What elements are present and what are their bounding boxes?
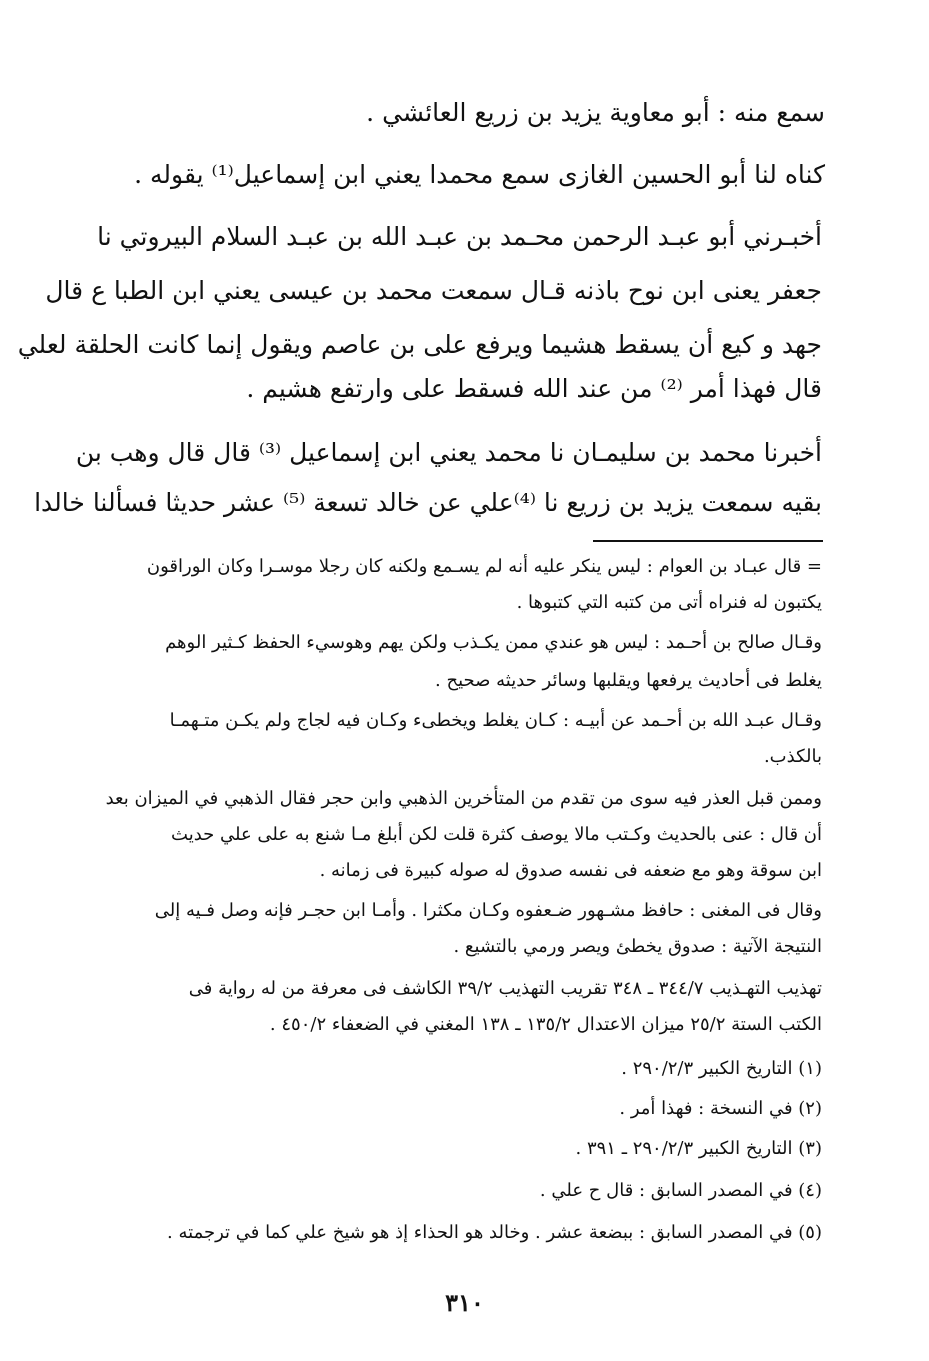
footnote-line: أن قال : عنى بالحديث وكـتب مالا يوصف كثرة قلت لكن أبلغ مـا شنع به على علي حديث xyxy=(171,824,822,845)
footnote-line: وقـال عبـد الله بن أحـمد عن أبيـه : كـان يغلط ويخطىء وكـان فيه لجاج ولم يكـن متـهمـا xyxy=(169,710,822,731)
footnote-line: بالكذب. xyxy=(763,746,822,767)
footnote-line: = قال عبـاد بن العوام : ليس ينكر عليه أنه لم يسـمع ولكنه كان رجلا موسـرا وكان الوراقون xyxy=(146,556,822,577)
footnote-3: (٣) التاريخ الكبير ٢٩٠/٢/٣ ـ ٣٩١ . xyxy=(575,1138,822,1159)
footnote-line: الكتب الستة ٢٥/٢ ميزان الاعتدال ١٣٥/٢ ـ ١٣٨ المغني في الضعفاء ٤٥٠/٢ . xyxy=(269,1014,822,1035)
main-line-4: جعفر يعنى ابن نوح باذنه قـال سمعت محمد بن عيسى يعني ابن الطبا ع قال xyxy=(45,276,822,305)
footnote-line: ابن سوقة وهو مع ضعفه فى نفسه صدوق له صوله كبيرة فى زمانه . xyxy=(319,860,822,881)
main-line-3: أخبـرني أبو عبـد الرحمن محـمد بن عبـد الله بن عبـد السلام البيروتي نا xyxy=(97,222,822,251)
footnote-5: (٥) في المصدر السابق : ببضعة عشر . وخالد هو الحذاء إذ هو شيخ علي كما في ترجمته . xyxy=(167,1222,822,1243)
footnote-2: (٢) في النسخة : فهذا أمر . xyxy=(619,1098,822,1119)
footnote-line: تهذيب التهـذيب ٣٤٤/٧ ـ ٣٤٨ تقريب التهذيب ٣٩/٢ الكاشف فى معرفة من له رواية فى xyxy=(188,978,822,999)
main-line-7: أخبرنا محمد بن سليمـان نا محمد يعني ابن إسماعيل ⁽³⁾ قال قال وهب بن xyxy=(75,438,822,467)
footnote-line: يغلط فى أحاديث يرفعها ويقلبها وسائر حديثه صحيح . xyxy=(435,670,822,691)
footnote-1: (١) التاريخ الكبير ٢٩٠/٢/٣ . xyxy=(621,1058,822,1079)
footnote-line: وممن قبل العذر فيه سوى من تقدم من المتأخرين الذهبي وابن حجر فقال الذهبي في الميزان بعد xyxy=(105,788,822,809)
footnote-4: (٤) في المصدر السابق : قال ح علي . xyxy=(539,1180,822,1201)
main-line-6: قال فهذا أمر ⁽²⁾ من عند الله فسقط على وارتفع هشيم . xyxy=(246,374,822,403)
page-number: ٣١٠ xyxy=(445,1288,484,1317)
main-line-8: بقيه سمعت يزيد بن زريع نا ⁽⁴⁾علي عن خالد تسعة ⁽⁵⁾ عشر حديثا فسألنا خالدا xyxy=(34,488,822,517)
footnote-line: وقال فى المغنى : حافظ مشـهور ضـعفوه وكـان مكثرا . وأمـا ابن حجـر فإنه وصل فـيه إلى xyxy=(154,900,822,921)
footnote-separator xyxy=(593,540,823,542)
footnote-line: النتيجة الآتية : صدوق يخطئ ويصر ورمي بالتشيع . xyxy=(453,936,822,957)
footnote-line: يكتبون له فنراه أتى من كتبه التي كتبوها . xyxy=(516,592,822,613)
main-line-5: جهد و كيع أن يسقط هشيما ويرفع على بن عاصم ويقول إنما كانت الحلقة لعلي xyxy=(17,330,822,359)
footnote-line: وقـال صالح بن أحـمد : ليس هو عندي ممن يكـذب ولكن يهم وهوسيء الحفظ كـثير الوهم xyxy=(165,632,822,653)
main-line-2: كناه لنا أبو الحسين الغازى سمع محمدا يعني ابن إسماعيل⁽¹⁾ يقوله . xyxy=(134,160,825,189)
main-line-1: سمع منه : أبو معاوية يزيد بن زريع العائشي . xyxy=(366,98,825,127)
